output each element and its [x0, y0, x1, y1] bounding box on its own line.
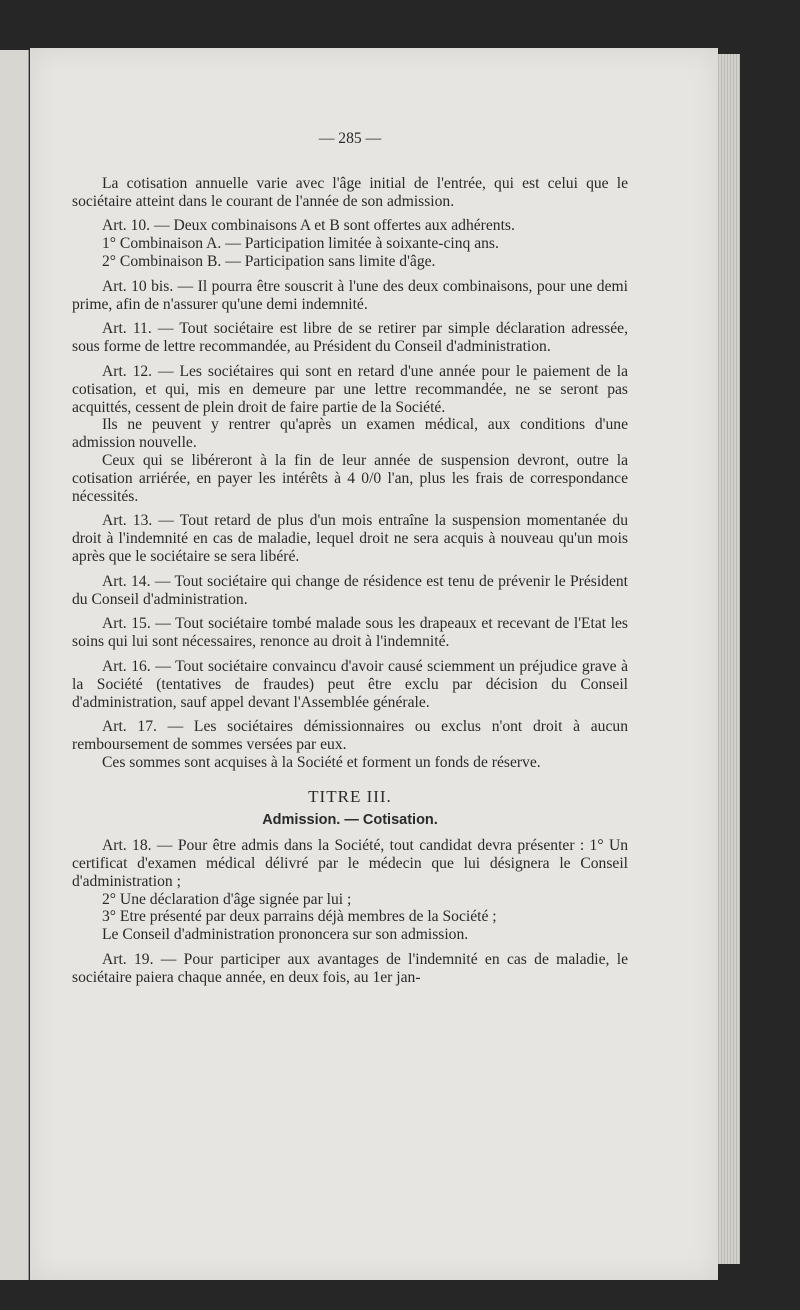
article-18-item-3: 3° Etre présenté par deux parrains déjà membres de la Société ; — [102, 908, 497, 926]
article-15: Art. 15. — Tout sociétaire tombé malade sous les drapeaux et recevant de l'Etat les soins qui lui sont nécessaires, renonce au droit à l'indemnité. — [72, 615, 628, 651]
article-19: Art. 19. — Pour participer aux avantages de l'indemnité en cas de maladie, le sociétaire paiera chaque année, en deux fois, au 1er jan- — [72, 951, 628, 986]
article-16: Art. 16. — Tout sociétaire convaincu d'avoir causé sciemment un préjudice grave à la Société (tentatives de fraudes) peut être exclu par décision du Conseil d'administration, sauf appel devant l'Assemblée générale. — [72, 657, 628, 711]
title-heading: TITRE III. — [308, 786, 392, 806]
page-number: — 285 — — [318, 130, 382, 147]
section-heading: Admission. — Cotisation. — [262, 811, 438, 828]
article-13: Art. 13. — Tout retard de plus d'un mois entraîne la suspension momentanée du droit à l'indemnité en cas de maladie, lequel droit ne sera acquis à nouveau qu'un mois après que le sociétaire se sera libéré. — [72, 512, 628, 565]
article-12-para-3: Ceux qui se libéreront à la fin de leur année de suspension devront, outre la cotisation arriérée, en payer les intérêts à 4 0/0 l'an, plus les frais de correspondance nécessités. — [72, 451, 628, 505]
left-page-edge — [0, 50, 29, 1280]
article-17: Art. 17. — Les sociétaires démissionnaires ou exclus n'ont droit à aucun remboursement de sommes versées par eux. — [72, 718, 628, 754]
article-18-conclusion: Le Conseil d'administration prononcera sur son admission. — [102, 926, 469, 944]
article-14: Art. 14. — Tout sociétaire qui change de résidence est tenu de prévenir le Président du Conseil d'administration. — [72, 572, 628, 608]
article-17-para-2: Ces sommes sont acquises à la Société et forment un fonds de réserve. — [102, 753, 541, 771]
page-content — [72, 130, 628, 994]
article-18: Art. 18. — Pour être admis dans la Société, tout candidat devra présenter : 1° Un certificat d'examen médical délivré par le médecin que lui désignera le Conseil d'administration ; — [72, 837, 628, 890]
article-12: Art. 12. — Les sociétaires qui sont en retard d'une année pour le paiement de la cotisation, et qui, mis en demeure par une lettre recommandée, ne se seront pas acquittés, cessent de plein droit de faire partie de la Société. — [72, 362, 628, 416]
combinaison-b: 2° Combinaison B. — Participation sans limite d'âge. — [102, 252, 436, 270]
article-18-item-2: 2° Une déclaration d'âge signée par lui ; — [102, 890, 352, 908]
article-12-para-2: Ils ne peuvent y rentrer qu'après un examen médical, aux conditions d'une admission nouvelle. — [72, 416, 628, 452]
page-stack-edges — [716, 54, 740, 1264]
article-10-bis: Art. 10 bis. — Il pourra être souscrit à l'une des deux combinaisons, pour une demi prime, afin de n'assurer qu'une demi indemnité. — [72, 277, 628, 313]
article-10: Art. 10. — Deux combinaisons A et B sont offertes aux adhérents. — [102, 217, 515, 235]
article-11: Art. 11. — Tout sociétaire est libre de se retirer par simple déclaration adressée, sous forme de lettre recommandée, au Président du Conseil d'administration. — [72, 320, 628, 356]
combinaison-a: 1° Combinaison A. — Participation limitée à soixante-cinq ans. — [102, 235, 499, 253]
paragraph: La cotisation annuelle varie avec l'âge initial de l'entrée, qui est celui que le sociétaire atteint dans le courant de l'année de son admission. — [72, 174, 628, 210]
